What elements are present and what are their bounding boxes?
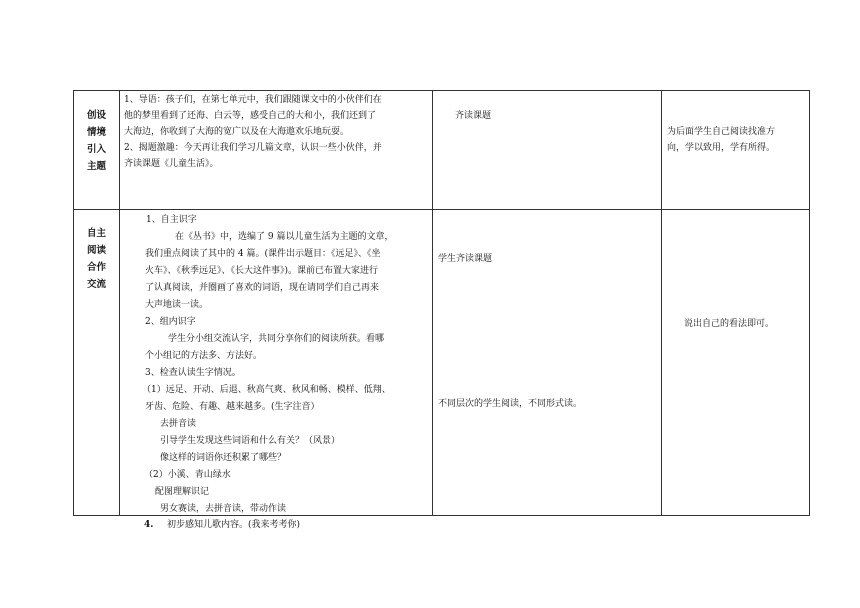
- row2-label-line: 自主: [86, 228, 106, 239]
- row2-label-line: 阅读: [86, 245, 106, 256]
- row2-teacher-line: 学生分小组交流认字，共同分享你们的阅读所获。看哪: [168, 334, 385, 344]
- row1-teacher-line: 大海边，你收到了大海的宽广以及在大海遨欢乐地玩耍。: [124, 127, 350, 137]
- row1-purpose-cell: [662, 91, 810, 210]
- row1-teacher-cell: [120, 91, 433, 210]
- row2-label-line: 交流: [86, 279, 106, 290]
- row2-teacher-line: 像这样的词语你还积累了哪些？: [160, 453, 287, 463]
- row2-student-text-1: 学生齐读课题: [438, 254, 493, 264]
- row2-teacher-line: 男女赛读，去拼音读，带动作读: [160, 504, 287, 514]
- row1-purpose-line: 向，学以致用，学有所得。: [667, 143, 776, 153]
- row2-teacher-line: 火车》、《秋季远足》、《长大这件事》)。课前已布置大家进行: [145, 266, 379, 276]
- row2-teacher-line: 了认真阅读，并圈画了喜欢的词语，现在请同学们自己再来: [145, 283, 380, 293]
- row2-teacher-line: 去拼音读: [160, 419, 197, 429]
- row1-label-cell: [74, 91, 120, 210]
- row2-purpose-text: 说出自己的看法即可。: [684, 319, 775, 329]
- row1-label-line: 创设: [86, 110, 106, 121]
- row1-label-line: 引入: [86, 144, 106, 155]
- row1-teacher-line: 1、导语：孩子们，在第七单元中，我们跟随课文中的小伙伴们在: [124, 95, 382, 105]
- row2-label-cell: [74, 210, 120, 516]
- row2-purpose-cell: [662, 210, 810, 516]
- row1-purpose-line: 为后面学生自己阅读找准方: [667, 127, 776, 137]
- row2-teacher-line: 初步感知儿歌内容。(我来考考你): [167, 520, 301, 530]
- row2-teacher-line: 2、组内识字: [145, 317, 196, 327]
- row2-label-line: 合作: [86, 262, 106, 273]
- row2-teacher-line: 在《丛书》中，选编了 9 篇以儿童生活为主题的文章，: [175, 232, 394, 242]
- row2-teacher-line: 配图理解识记: [155, 487, 210, 497]
- row2-teacher-line: 大声地读一读。: [145, 300, 209, 310]
- row1-label-line: 情境: [86, 127, 106, 138]
- lesson-plan-table: [73, 90, 810, 530]
- row1-teacher-line: 他的梦里看到了还海、白云等，感受自己的大和小，我们还到了: [124, 111, 377, 121]
- row1-teacher-line: 齐读课题《儿童生活》。: [124, 159, 219, 169]
- row2-teacher-line: 3、检查认读生字情况。: [145, 368, 241, 378]
- row2-teacher-line: 牙齿、危险、有趣、越来越多。(生字注音）: [145, 402, 320, 412]
- row2-teacher-line: 1、自主识字: [146, 215, 197, 225]
- row2-teacher-line: 个小组记的方法多、方法好。: [145, 351, 263, 361]
- row2-student-cell: [433, 210, 662, 516]
- row2-student-text-2: 不同层次的学生阅读，不同形式读。: [438, 399, 583, 409]
- row1-student-cell: [433, 91, 662, 210]
- row1-label-line: 主题: [86, 161, 106, 172]
- row2-teacher-line: （1）远足、开动、后退、秋高气爽、秋风和畅、模样、低翔、: [142, 385, 391, 395]
- row2-teacher-line: （2）小溪、青山绿水: [144, 470, 231, 480]
- row2-teacher-cell: [120, 210, 433, 530]
- row2-teacher-line: 我们重点阅读了其中的 4 篇。(课件出示题目：《远足》、《坐: [145, 249, 381, 259]
- row1-student-text: 齐读课题: [455, 111, 492, 121]
- row1-teacher-line: 2、揭题激趣：今天再让我们学习几篇文章，认识一些小伙伴，并: [124, 143, 382, 153]
- row2-teacher-line: 引导学生发现这些词语和什么有关？（风景）: [160, 436, 341, 446]
- row2-teacher-item-number: 4.: [144, 520, 154, 530]
